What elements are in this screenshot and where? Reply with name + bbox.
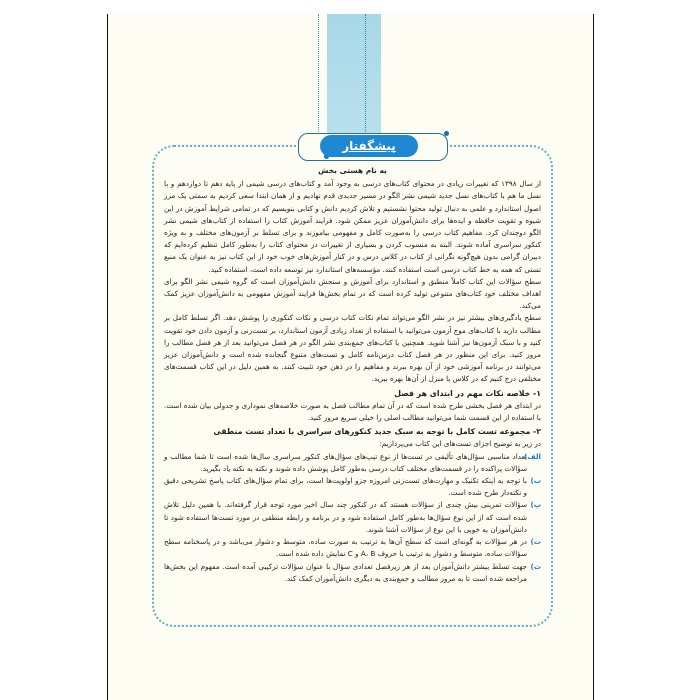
item-marker: ت) (530, 537, 541, 547)
intro-paragraph: سطح یادگیری‌های بیشتر نیز در نشر الگو می‌تواند تمام نکات کتاب درسی و نکات کنکوری را پوشش دهد. اگر تسلط کامل بر مطالب دارید با کتاب‌های موج آزمون می‌توانید با استفاده از تعداد زیادی آزمون استاندارد، بر تست‌زنی و آزمون دادن خود تقویت کنید و با سبک آزمون‌ها نیز آشنا شوید. همچنین با کتاب‌های جمع‌بندی نشر الگو در هر فصل می‌توانید بعد از هر فصل مطالب را مرور کنید. برای این منظور در هر فصل کتاب درس‌نامه کامل و تست‌های متنوع گنجانده شده است و دانش‌آموزان عزیز می‌توانند در برنامه آموزشی خود از آن بهره ببرند و مفاهیم را در ذهن خود تثبیت کنند. به همین دلیل در این کتاب قسمت‌های مختلفی درج کنیم که در کلاس یا منزل از آن‌ها بهره ببرید. (164, 313, 541, 384)
item-text: در هر سؤالات به گونه‌ای است که سطح آن‌ها به ترتیب به صورت ساده، متوسط و دشوار می‌باشد و در پاسخنامه سطح سؤالات ساده، متوسط و دشوار به ترتیب با حروف A، B و C نمایش داده شده است. (164, 537, 527, 559)
item-marker: پ) (530, 500, 541, 510)
list-item (164, 561, 541, 585)
preface-title: پیشگفتار (320, 135, 418, 157)
item-text: جهت تسلط بیشتر دانش‌آموزان بعد از هر زیرفصل تعدادی سؤال با عنوان سؤالات ترکیبی آمده است. مفهوم این بخش‌ها مراجعه شده است تا به مرور مطالب و جمع‌بندی به دیگری دانش‌آموزان کمک کند. (164, 561, 527, 583)
preface-content (164, 165, 541, 585)
section-text: در زیر به توضیح اجزای تست‌های این کتاب می‌پردازیم: (379, 439, 541, 449)
section-heading: ۲- مجموعه تست کامل با توجه به سبک جدید کنکورهای سراسری با تعداد تست منطقی (213, 427, 541, 437)
item-marker: ب) (530, 476, 541, 486)
list-item (164, 536, 541, 560)
list-item (164, 451, 541, 475)
item-text: سؤالات تمرینی بیش چندی از سؤالات هستند که در کنکور چند سال اخیر مورد توجه قرار گرفته‌اند. با همین دلیل تلاش شده است که از این نوع سؤال‌ها به‌طور کامل استفاده شود و در برنامه و رابطه منطقی در مورد تست‌ها استفاده شود تا دانش‌آموزان به خوبی با این نوع از سؤالات آشنا شوند. (164, 500, 527, 534)
list-item (164, 499, 541, 536)
list-item (164, 475, 541, 499)
preface-box (152, 139, 553, 627)
section-heading: ۱- خلاصه نکات مهم در ابتدای هر فصل (394, 388, 541, 398)
section-text: در ابتدای هر فصل بخشی طرح شده است که در آن تمام مطالب فصل به صورت خلاصه‌های نموداری و جدولی بیان شده است. با استفاده از این قسمت شما می‌توانید مطالب اصلی را خیلی سریع مرور کنید. (164, 400, 541, 423)
item-text: تعداد مناسبی سؤال‌های تألیفی در تست‌ها از نوع تیپ‌های سؤال‌های کنکور سراسری سال‌ها شده است تا شما مطالب و سؤالات پراکنده را در قسمت‌های مختلف کتاب درسی به‌طور کامل پوشش داده شوند و نکته به نکته یاد بگیرید. (164, 451, 527, 473)
intro-paragraph: سطح سؤالات این کتاب کاملاً منطبق و استاندارد برای آموزش و سنجش دانش‌آموزان است که گروه شیمی نشر الگو برای اهداف مختلف خود کتاب‌های متنوعی تولید کرده است که در تمام بخش‌ها فرایند آموزش مفهومی به دانش‌آموزان عزیز کمک می‌کند. (164, 276, 541, 311)
item-text: با توجه به اینکه تکنیک و مهارت‌های تست‌زنی امروزه جزو اولویت‌ها است، برای تمام سؤال‌های کتاب پاسخ تشریحی دقیق و نکته‌دار طرح شده است. (164, 476, 527, 498)
book-page (107, 14, 594, 700)
invocation: به نام هستی بخش (318, 166, 387, 175)
dot-icon (444, 131, 449, 136)
section-badge (298, 133, 448, 161)
item-marker: الف) (523, 451, 541, 461)
intro-paragraph: از سال ۱۳۹۸ که تغییرات زیادی در محتوای کتاب‌های درسی به وجود آمد و کتاب‌های درسی شیمی از پایه دهم تا دوازدهم و با نسل ما هم با کتاب‌های نسل جدید شیمی نشر الگو در مسیر جدیدی قدم نهادیم و از همان ابتدا سعی کردیم به سمتی یک مرز اصول استاندارد و علمی به دنبال تولید محتوا نشستیم و تلاش کردیم دانش و کتابی بنویسیم که در تمامی شرایط آموزش در این شیوه و تقویت حافظه و ایده‌ها برای دانش‌آموزان عزیز ممکن شود. فرایند آموزش کتاب را استفاده از کتاب‌های شیمی نشر الگو دوچندان کرد. مفاهیم کتاب درسی را به‌صورت کامل و مفهومی بیاموزند و برای تسلط بر آزمون‌های مختلف و به ویژه کنکور سراسری آماده شوند. البته به منسوب کردن و بسیاری از تغییرات در محتوای کتاب را به‌طور کامل تنظیم کرده‌ایم که دبیران گرامی بدون هیچ‌گونه نگرانی از کتاب در کلاس درس و در کنار آموزش‌های خوب خود از این کتاب نیز به عنوان یک منبع تستی که همه به خط کتاب درسی است استفاده کنند. مؤسسه‌های استاندارد نیز توسعه داده است، استفاده کنید. (164, 179, 541, 274)
item-marker: ث) (530, 561, 541, 571)
